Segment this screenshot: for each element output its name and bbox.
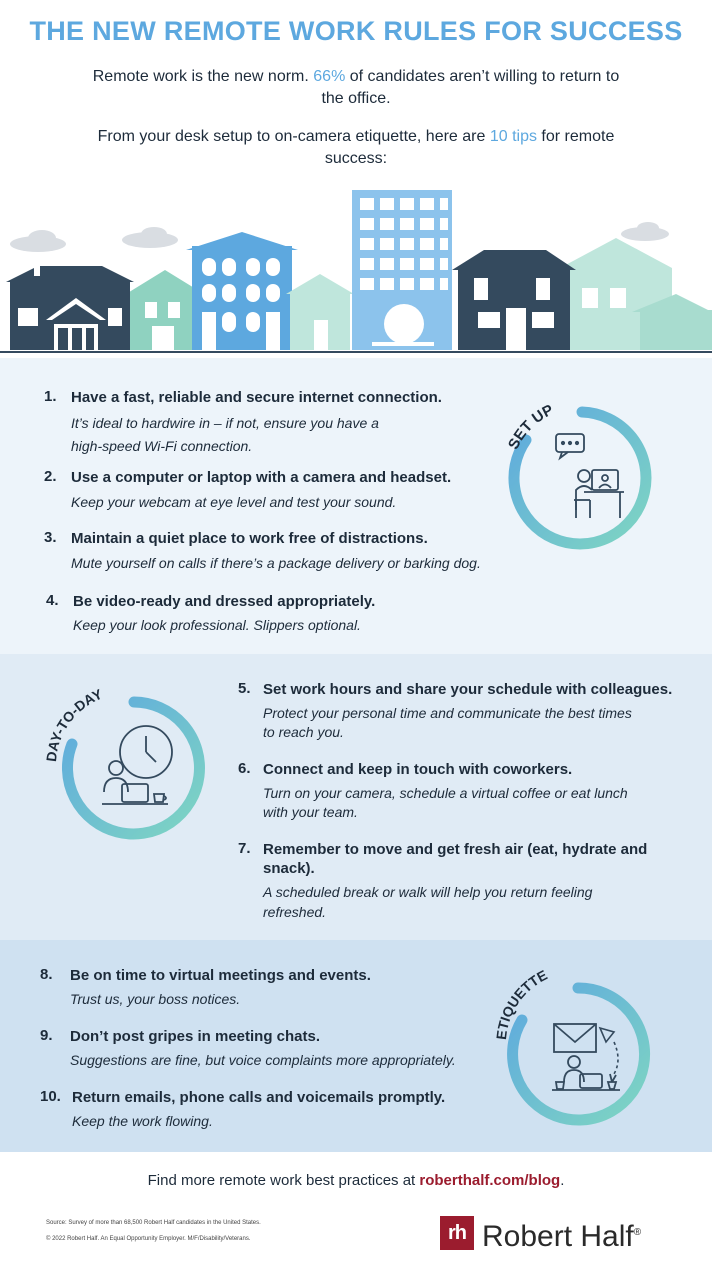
- tip-description: Mute yourself on calls if there’s a package delivery or barking dog.: [71, 555, 481, 571]
- tip-heading: Return emails, phone calls and voicemails promptly.: [72, 1089, 446, 1106]
- tip-number: 7.: [238, 840, 251, 857]
- tip-heading: Use a computer or laptop with a camera and headset.: [71, 469, 452, 486]
- navy-house-left: [6, 266, 134, 350]
- navy-house-right: [452, 250, 576, 350]
- tip-description: Keep the work flowing.: [72, 1113, 213, 1129]
- tip-description: Trust us, your boss notices.: [70, 991, 241, 1007]
- tip-8: [40, 966, 480, 1014]
- tip-10: [40, 1088, 480, 1136]
- tip-description: Keep your look professional. Slippers optional.: [73, 617, 361, 633]
- tip-number: 1.: [44, 388, 57, 405]
- page-title: THE NEW REMOTE WORK RULES FOR SUCCESS: [29, 16, 683, 46]
- tip-3: [44, 529, 544, 579]
- tip-heading: Don’t post gripes in meeting chats.: [70, 1028, 321, 1045]
- etiquette-badge: [492, 962, 672, 1142]
- envelope-icon: [554, 1024, 596, 1052]
- tip-2: [44, 468, 484, 518]
- day-to-day-badge: [38, 672, 228, 852]
- tip-7: [238, 840, 698, 924]
- tip-heading: snack).: [263, 860, 315, 877]
- tip-description: with your team.: [263, 804, 358, 820]
- tip-number: 10.: [40, 1088, 61, 1105]
- section-label-day-to-day: DAY-TO-DAY: [42, 685, 105, 763]
- logo-name: Robert Half: [482, 1220, 634, 1253]
- desk-worker-icon: [556, 434, 624, 518]
- tip-number: 4.: [46, 592, 59, 609]
- tip-heading: Set work hours and share your schedule with colleagues.: [263, 681, 673, 698]
- tip-number: 9.: [40, 1027, 53, 1044]
- tip-number: 6.: [238, 760, 251, 777]
- section-label-setup: SET UP: [504, 401, 557, 453]
- laptop-worker-icon: [552, 1056, 620, 1090]
- robert-half-logo: [440, 1214, 676, 1252]
- tip-description: high-speed Wi-Fi connection.: [71, 438, 253, 454]
- tip-number: 5.: [238, 680, 251, 697]
- tip-description: Protect your personal time and communicate the best times: [263, 705, 632, 721]
- tip-description: refreshed.: [263, 904, 327, 920]
- stat-highlight: 66%: [313, 68, 346, 85]
- tip-heading: Be on time to virtual meetings and events.: [70, 967, 371, 984]
- setup-badge: [492, 382, 672, 554]
- cloud-icon: [10, 222, 669, 252]
- copyright-note: © 2022 Robert Half. An Equal Opportunity Employer. M/F/Disability/Veterans.: [46, 1236, 251, 1242]
- tip-heading: Be video-ready and dressed appropriately.: [73, 593, 376, 610]
- tip-description: Keep your webcam at eye level and test your sound.: [71, 494, 397, 510]
- blog-link[interactable]: roberthalf.com/blog: [419, 1172, 561, 1189]
- intro-tips: From your desk setup to on-camera etiquette, here are 10 tips for remote success:: [97, 128, 615, 167]
- send-arrow-icon: [600, 1028, 618, 1074]
- tip-description: A scheduled break or walk will help you return feeling: [263, 884, 593, 900]
- tip-5: [238, 680, 698, 742]
- tip-description: to reach you.: [263, 724, 344, 740]
- teal-house-right: [560, 238, 712, 350]
- blue-apartment: [186, 232, 298, 350]
- blue-tower: [352, 190, 452, 350]
- tip-heading: Maintain a quiet place to work free of distractions.: [71, 530, 428, 547]
- clock-icon: [120, 726, 172, 778]
- tip-number: 2.: [44, 468, 57, 485]
- tip-6: [238, 760, 698, 822]
- tip-description: It’s ideal to hardwire in – if not, ensure you have a: [71, 415, 379, 431]
- tip-9: [40, 1027, 510, 1075]
- laptop-worker-icon: [102, 761, 168, 804]
- city-skyline-illustration: [0, 180, 712, 358]
- tip-number: 8.: [40, 966, 53, 983]
- tip-description: Suggestions are fine, but voice complaints more appropriately.: [70, 1052, 456, 1068]
- tip-1: [44, 388, 484, 458]
- footer-more-link-text: Find more remote work best practices at roberthalf.com/blog.: [147, 1172, 565, 1189]
- tip-description: Turn on your camera, schedule a virtual coffee or eat lunch: [263, 785, 628, 801]
- tip-heading: Have a fast, reliable and secure internet connection.: [71, 389, 442, 406]
- intro-statistic: Remote work is the new norm. 66% of candidates aren’t willing to return to the office.: [92, 68, 620, 107]
- source-note: Source: Survey of more than 68,500 Robert Half candidates in the United States.: [46, 1220, 261, 1226]
- tip-heading: Connect and keep in touch with coworkers.: [263, 761, 573, 778]
- tips-highlight: 10 tips: [489, 128, 537, 145]
- tip-4: [46, 592, 486, 642]
- tip-number: 3.: [44, 529, 57, 546]
- pale-house: [286, 274, 354, 350]
- section-label-etiquette: ETIQUETTE: [492, 966, 550, 1041]
- tip-heading: Remember to move and get fresh air (eat, hydrate and: [263, 841, 648, 858]
- rh-logo-mark: rh: [440, 1216, 474, 1250]
- registered-mark: ®: [633, 1227, 642, 1238]
